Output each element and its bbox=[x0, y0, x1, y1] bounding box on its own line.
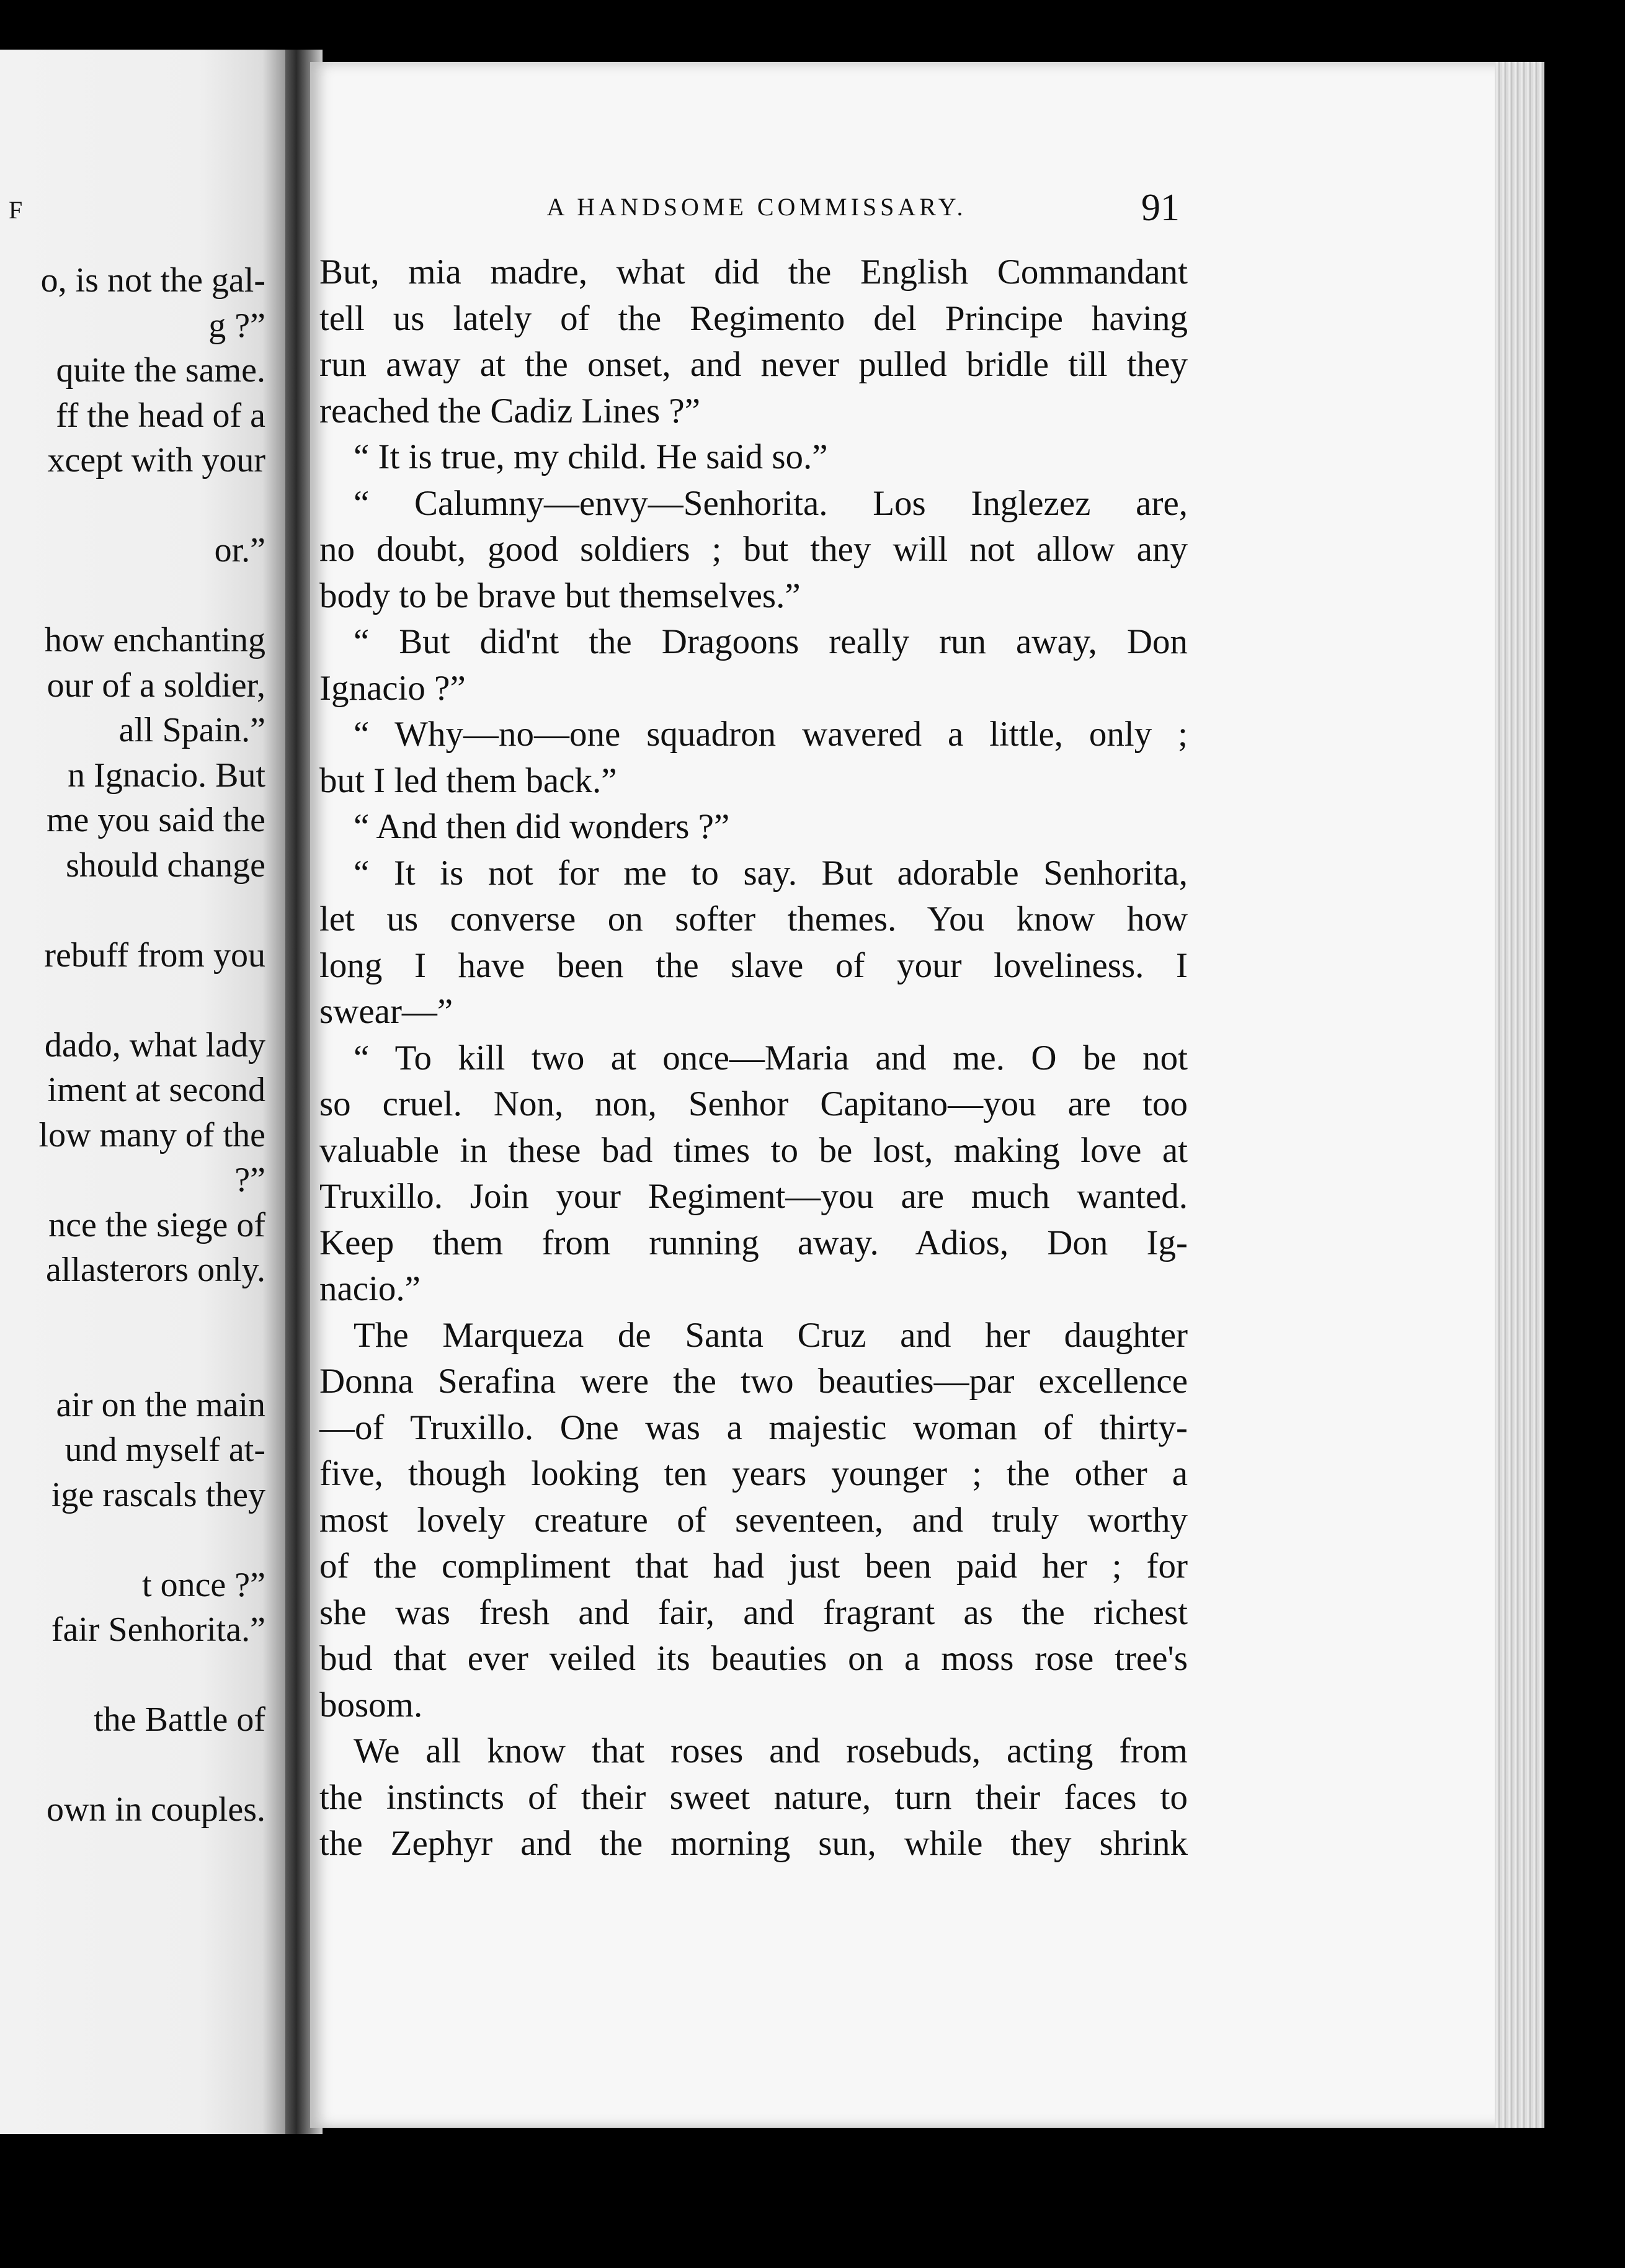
left-page-line: all Spain.” bbox=[118, 711, 265, 749]
text-line: tell us lately of the Regimento del Principe having bbox=[319, 298, 1188, 338]
text-line: nacio.” bbox=[319, 1269, 421, 1308]
text-line: “ It is true, my child. He said so.” bbox=[354, 437, 828, 476]
text-line: long I have been the slave of your loveliness. I bbox=[319, 945, 1188, 985]
text-line: bosom. bbox=[319, 1685, 423, 1725]
left-page-line: und myself at- bbox=[65, 1431, 265, 1469]
text-line: but I led them back.” bbox=[319, 761, 617, 800]
text-line: body to be brave but themselves.” bbox=[319, 576, 801, 615]
left-page-line: quite the same. bbox=[56, 351, 265, 390]
text-line: run away at the onset, and never pulled bridle till they bbox=[319, 345, 1188, 384]
text-line: “ And then did wonders ?” bbox=[354, 807, 730, 846]
page-number: 91 bbox=[1141, 187, 1180, 229]
left-page-line: t once ?” bbox=[142, 1565, 265, 1604]
text-line: The Marqueza de Santa Cruz and her daughter bbox=[354, 1315, 1188, 1355]
text-line: “ Calumny—envy—Senhorita. Los Inglezez are, bbox=[354, 483, 1188, 523]
page-edges bbox=[1495, 62, 1544, 2128]
text-line: she was fresh and fair, and fragrant as the richest bbox=[319, 1592, 1188, 1632]
text-line: Keep them from running away. Adios, Don Ig- bbox=[319, 1223, 1188, 1262]
text-line: “ It is not for me to say. But adorable Senhorita, bbox=[354, 853, 1188, 893]
left-page-line: iment at second bbox=[47, 1071, 265, 1109]
left-facing-page bbox=[0, 50, 285, 2134]
left-page-line: own in couples. bbox=[46, 1790, 265, 1829]
left-page-line: ige rascals they bbox=[51, 1475, 265, 1514]
text-line: Ignacio ?” bbox=[319, 668, 466, 708]
text-line: bud that ever veiled its beauties on a moss rose tree's bbox=[319, 1639, 1188, 1678]
left-page-line: fair Senhorita.” bbox=[51, 1610, 265, 1649]
left-page-line: air on the main bbox=[56, 1385, 265, 1424]
text-line: let us converse on softer themes. You know how bbox=[319, 900, 1188, 939]
text-line: so cruel. Non, non, Senhor Capitano—you are too bbox=[319, 1084, 1188, 1123]
left-page-line: low many of the bbox=[38, 1115, 265, 1154]
left-page-line: nce the siege of bbox=[48, 1205, 265, 1244]
left-running-head: F bbox=[9, 196, 24, 224]
left-page-line: our of a soldier, bbox=[47, 666, 265, 705]
text-line: valuable in these bad times to be lost, making love at bbox=[319, 1130, 1188, 1170]
left-page-line: me you said the bbox=[46, 801, 265, 839]
text-line: “ To kill two at once—Maria and me. O be not bbox=[354, 1038, 1188, 1078]
text-line: “ Why—no—one squadron wavered a little, only ; bbox=[354, 715, 1188, 754]
text-line: reached the Cadiz Lines ?” bbox=[319, 391, 701, 431]
left-page-line: ?” bbox=[234, 1161, 265, 1199]
left-page-line: should change bbox=[66, 846, 265, 885]
text-line: the Zephyr and the morning sun, while they shrink bbox=[319, 1824, 1188, 1863]
text-line: most lovely creature of seventeen, and truly worthy bbox=[319, 1500, 1188, 1540]
left-page-line: g ?” bbox=[208, 306, 265, 345]
text-line: —of Truxillo. One was a majestic woman of thirty- bbox=[319, 1408, 1188, 1447]
left-page-line: ff the head of a bbox=[56, 396, 265, 435]
left-page-line: how enchanting bbox=[44, 621, 265, 659]
text-line: We all know that roses and rosebuds, acting from bbox=[354, 1731, 1188, 1770]
text-line: five, though looking ten years younger ; the other a bbox=[319, 1454, 1188, 1493]
left-page-line: or.” bbox=[214, 531, 265, 569]
left-page-line: the Battle of bbox=[94, 1700, 265, 1739]
left-page-line: n Ignacio. But bbox=[68, 756, 265, 795]
text-line: Donna Serafina were the two beauties—par excellence bbox=[319, 1362, 1188, 1401]
text-line: swear—” bbox=[319, 992, 453, 1031]
left-page-line: allasterors only. bbox=[45, 1251, 265, 1289]
running-head: A HANDSOME COMMISSARY. bbox=[546, 193, 967, 221]
body-text bbox=[319, 249, 1188, 1867]
text-line: “ But did'nt the Dragoons really run away, Don bbox=[354, 622, 1188, 661]
left-page-line: o, is not the gal- bbox=[40, 261, 265, 300]
text-line: no doubt, good soldiers ; but they will not allow any bbox=[319, 530, 1188, 569]
text-line: the instincts of their sweet nature, turn their faces to bbox=[319, 1777, 1188, 1817]
text-line: Truxillo. Join your Regiment—you are much wanted. bbox=[319, 1177, 1188, 1216]
left-page-line: xcept with your bbox=[47, 441, 265, 480]
text-line: But, mia madre, what did the English Commandant bbox=[319, 252, 1188, 292]
left-page-line: dado, what lady bbox=[44, 1025, 265, 1065]
text-line: of the compliment that had just been paid her ; for bbox=[319, 1547, 1188, 1586]
left-page-line: rebuff from you bbox=[44, 935, 265, 975]
